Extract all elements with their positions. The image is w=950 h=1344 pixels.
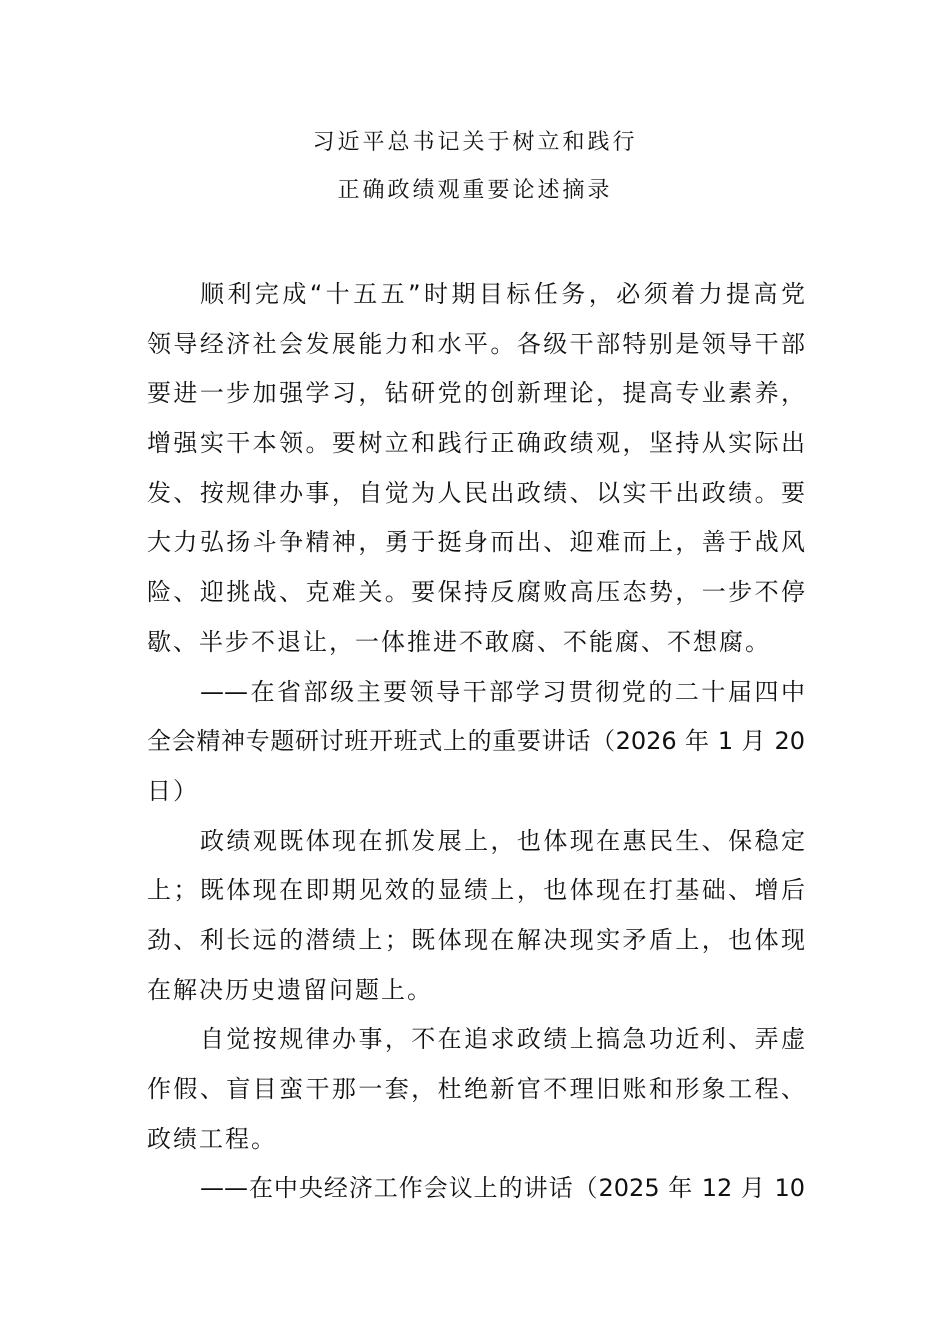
body-text-line: ——在省部级主要领导干部学习贯彻党的二十届四中 (200, 677, 805, 706)
body-text-line: 领导经济社会发展能力和水平。各级干部特别是领导干部 (147, 329, 805, 358)
document-title-line-2: 正确政绩观重要论述摘录 (337, 178, 613, 203)
body-text-line: 日） (147, 776, 199, 805)
body-text-line: 顺利完成“十五五”时期目标任务，必须着力提高党 (200, 280, 805, 308)
body-text-line: 劲、利长远的潜绩上；既体现在解决现实矛盾上，也体现 (147, 925, 805, 954)
body-text-line: 在解决历史遗留问题上。 (147, 975, 433, 1004)
body-text-line: 政绩工程。 (147, 1124, 277, 1153)
body-text-line: 全会精神专题研讨班开班式上的重要讲话（2026 年 1 月 20 (147, 727, 805, 756)
body-text-line: 上；既体现在即期见效的显绩上，也体现在打基础、增后 (147, 876, 805, 905)
body-text-line: 险、迎挑战、克难关。要保持反腐败高压态势，一步不停 (147, 578, 805, 607)
body-text-line: 要进一步加强学习，钻研党的创新理论，提高专业素养， (147, 379, 805, 408)
body-text-line: 发、按规律办事，自觉为人民出政绩、以实干出政绩。要 (147, 478, 805, 507)
body-text-line: 自觉按规律办事，不在追求政绩上搞急功近利、弄虚 (200, 1025, 805, 1054)
body-text-line: 作假、盲目蛮干那一套，杜绝新官不理旧账和形象工程、 (147, 1075, 805, 1103)
body-text-line: 歇、半步不退让，一体推进不敢腐、不能腐、不想腐。 (147, 627, 771, 656)
body-text-line: 增强实干本领。要树立和践行正确政绩观，坚持从实际出 (147, 429, 805, 458)
document-title-line-1: 习近平总书记关于树立和践行 (312, 130, 638, 155)
body-text-line: ——在中央经济工作会议上的讲话（2025 年 12 月 10 (200, 1174, 805, 1203)
body-text-line: 政绩观既体现在抓发展上，也体现在惠民生、保稳定 (200, 826, 805, 855)
document-body (147, 270, 805, 1214)
body-text-line: 大力弘扬斗争精神，勇于挺身而出、迎难而上，善于战风 (147, 528, 805, 557)
